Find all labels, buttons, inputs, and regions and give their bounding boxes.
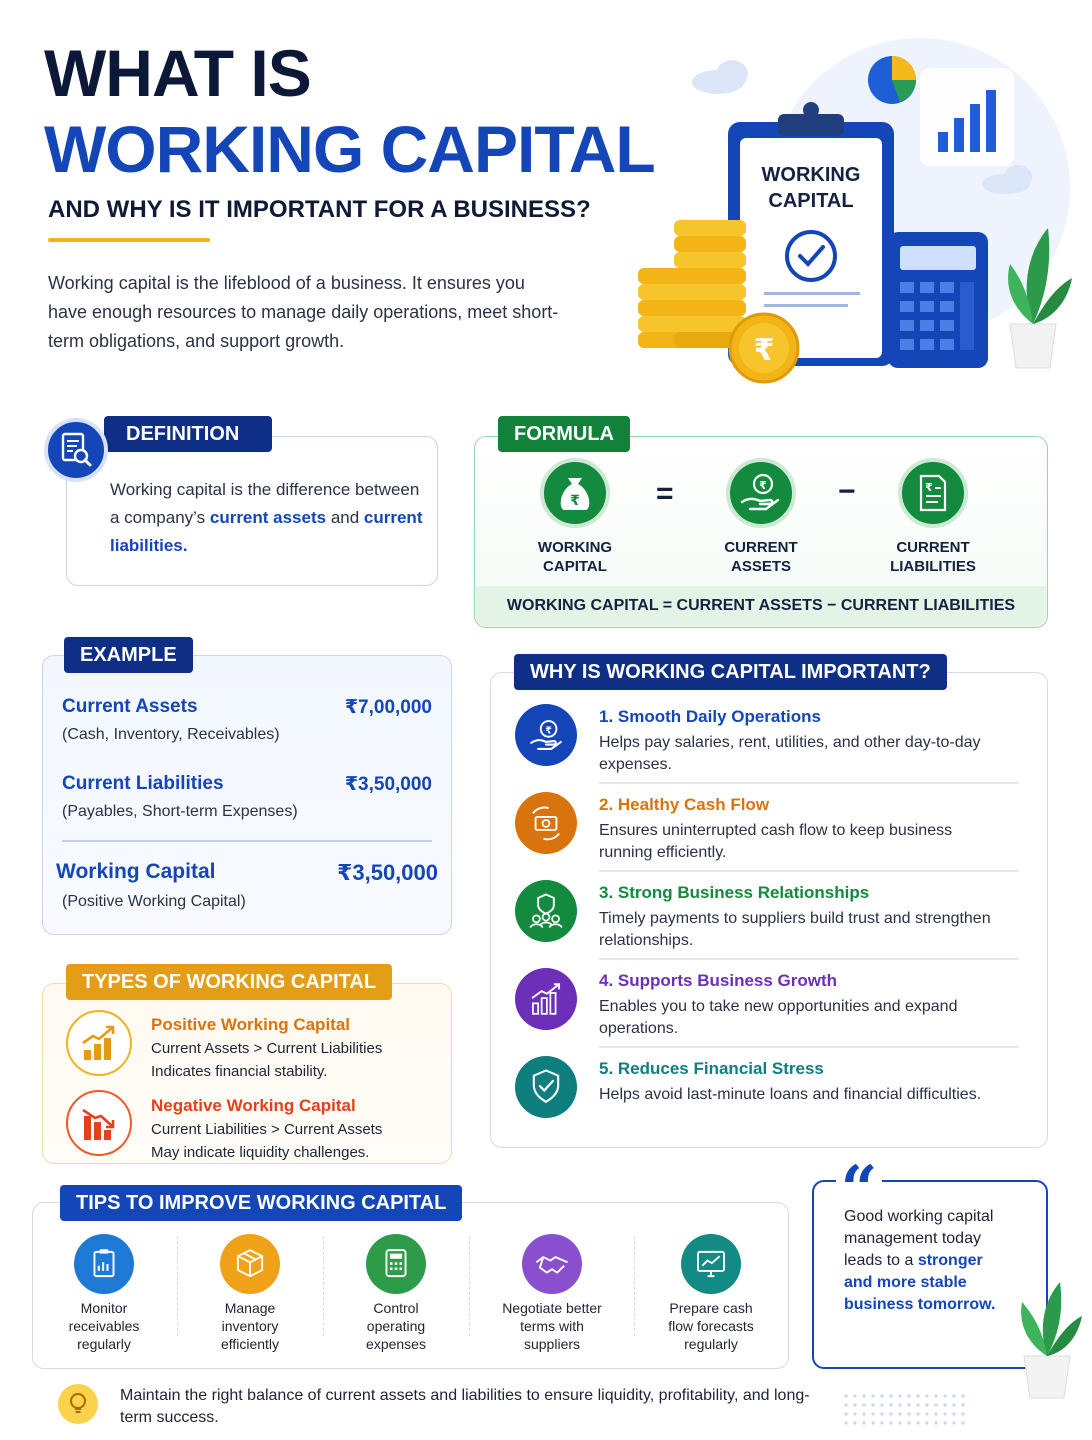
tip-label-line1: Negotiate better <box>502 1300 602 1316</box>
clipboard-line-1: WORKING <box>761 164 861 186</box>
calculator-icon <box>888 232 988 368</box>
example-sub-working-capital: (Positive Working Capital) <box>62 893 246 910</box>
formula-term1-line2: CAPITAL <box>543 558 607 575</box>
subtitle: AND WHY IS IT IMPORTANT FOR A BUSINESS? <box>48 196 591 223</box>
svg-text:₹: ₹ <box>545 725 552 737</box>
tip-badge <box>681 1234 741 1294</box>
formula-equals: = <box>656 477 674 510</box>
why-important-tag: WHY IS WORKING CAPITAL IMPORTANT? <box>514 654 947 690</box>
tip-label-line3: regularly <box>77 1336 131 1352</box>
positive-wc-rule: Current Assets > Current Liabilities <box>151 1040 383 1057</box>
footer-text: Maintain the right balance of current assets and liabilities to ensure liquidity, profitability, and long-term success. <box>120 1387 810 1426</box>
tip-separator <box>177 1236 178 1336</box>
tip-label <box>479 1299 625 1353</box>
why-item-badge <box>515 704 577 766</box>
quote-text-main: Good working capital management today leads to a <box>844 1208 994 1269</box>
monitor-chart-icon <box>685 1238 737 1290</box>
hand-coin-icon <box>730 462 792 524</box>
formula-term3-line1: CURRENT <box>896 539 970 556</box>
negative-wc-title: Negative Working Capital <box>151 1096 356 1115</box>
tip-label-line3: regularly <box>684 1336 738 1352</box>
tip-label-line1: Manage <box>224 1300 276 1316</box>
handshake-icon <box>526 1238 578 1290</box>
positive-wc-badge <box>66 1010 132 1076</box>
clipboard-line-2: CAPITAL <box>768 190 854 212</box>
tip-label <box>31 1299 177 1353</box>
formula-minus: − <box>838 475 856 508</box>
tip-separator <box>469 1236 470 1336</box>
invoice-icon <box>902 462 964 524</box>
example-sub-current-assets: (Cash, Inventory, Receivables) <box>62 726 280 743</box>
highlight-current-assets: current assets <box>209 508 327 527</box>
tip-label-line2: flow forecasts <box>668 1318 754 1334</box>
why-item-title: 5. Reduces Financial Stress <box>599 1059 824 1078</box>
definition-text <box>110 476 430 560</box>
svg-text:₹: ₹ <box>570 493 580 509</box>
why-item-text: Helps pay salaries, rent, utilities, and other day-to-day expenses. <box>599 734 981 773</box>
tip-separator <box>634 1236 635 1336</box>
why-item-badge <box>515 968 577 1030</box>
tip-label-line1: Prepare cash <box>669 1300 753 1316</box>
positive-wc-note: Indicates financial stability. <box>151 1063 328 1080</box>
definition-text-mid: and <box>326 508 364 527</box>
quote-mark: “ <box>840 1152 878 1227</box>
example-label-current-liabilities: Current Liabilities <box>62 773 224 794</box>
formula-term1-line1: WORKING <box>537 539 613 556</box>
lightbulb-icon <box>58 1384 98 1424</box>
tip-label-line2: inventory <box>221 1318 279 1334</box>
formula-tag: FORMULA <box>498 416 630 452</box>
highlight-current-liabilities: current liabilities. <box>110 508 423 555</box>
why-item-badge <box>515 1056 577 1118</box>
why-item-divider <box>599 958 1019 960</box>
dot-grid-decoration <box>842 1392 972 1428</box>
quote-mark-box <box>836 1152 882 1227</box>
why-item-title: 4. Supports Business Growth <box>599 971 838 990</box>
formula-term-current-assets <box>691 538 831 576</box>
tip-label <box>323 1299 469 1353</box>
coin-stack-icon <box>638 220 746 348</box>
definition-tag: DEFINITION <box>104 416 272 452</box>
tip-label-line1: Monitor <box>80 1300 128 1316</box>
coin-symbol: ₹ <box>753 333 775 368</box>
title-line-2: WORKING CAPITAL <box>44 112 655 186</box>
why-item-text: Timely payments to suppliers build trust and strengthen relationships. <box>599 910 991 949</box>
shield-check-icon <box>519 1060 573 1114</box>
formula-term-current-liabilities <box>863 538 1003 576</box>
negative-wc-note: May indicate liquidity challenges. <box>151 1144 370 1161</box>
example-tag: EXAMPLE <box>64 637 193 673</box>
tip-label-line2: operating <box>366 1318 426 1334</box>
example-label-current-assets: Current Assets <box>62 696 198 717</box>
formula-term2-line2: ASSETS <box>730 558 791 575</box>
tip-label-line3: expenses <box>366 1336 426 1352</box>
example-divider <box>62 840 432 842</box>
why-item-text: Enables you to take new opportunities and expand operations. <box>599 998 958 1037</box>
why-item-badge <box>515 880 577 942</box>
formula-current-liabilities-badge <box>898 458 968 528</box>
plant-icon <box>1008 1276 1084 1400</box>
example-sub-current-liabilities: (Payables, Short-term Expenses) <box>62 803 298 820</box>
quote-text <box>844 1206 1014 1316</box>
footer-badge <box>58 1384 98 1424</box>
box-icon <box>224 1238 276 1290</box>
why-item-title: 2. Healthy Cash Flow <box>599 795 770 814</box>
definition-badge <box>44 418 108 482</box>
falling-bars-icon <box>68 1092 130 1154</box>
why-item-text: Ensures uninterrupted cash flow to keep business running efficiently. <box>599 822 953 861</box>
why-item-title: 1. Smooth Daily Operations <box>599 707 821 726</box>
positive-wc-title: Positive Working Capital <box>151 1015 351 1034</box>
document-search-icon <box>48 422 104 478</box>
hero-illustration <box>620 38 1080 388</box>
rupee-coin-icon <box>730 314 798 382</box>
why-item-title: 3. Strong Business Relationships <box>599 883 870 902</box>
svg-text:₹: ₹ <box>759 479 767 492</box>
people-shield-icon <box>519 884 573 938</box>
tip-label <box>177 1299 323 1353</box>
tip-label-line3: suppliers <box>523 1336 581 1352</box>
formula-current-assets-badge <box>726 458 796 528</box>
negative-wc-badge <box>66 1090 132 1156</box>
definition-text-pre: Working capital is the difference between a company’s <box>110 480 420 527</box>
money-bag-icon <box>544 462 606 524</box>
tip-badge <box>220 1234 280 1294</box>
why-item-divider <box>599 1046 1019 1048</box>
formula-term-working-capital <box>505 538 645 576</box>
intro-paragraph: Working capital is the lifeblood of a business. It ensures you have enough resources to manage daily operations, meet short-term obligations, and support growth. <box>48 273 559 351</box>
tip-badge <box>522 1234 582 1294</box>
title-underline <box>48 238 210 242</box>
pie-chart-icon <box>868 56 916 104</box>
why-item-divider <box>599 782 1019 784</box>
rising-bars-icon <box>68 1012 130 1074</box>
tip-label-line2: terms with <box>520 1318 584 1334</box>
why-item-text: Helps avoid last-minute loans and financial difficulties. <box>599 1086 982 1103</box>
example-value-current-liabilities: ₹3,50,000 <box>344 774 432 795</box>
example-value-working-capital: ₹3,50,000 <box>337 860 438 885</box>
tip-label <box>638 1299 784 1353</box>
title-line-1: WHAT IS <box>44 36 311 110</box>
tip-badge <box>74 1234 134 1294</box>
example-value-current-assets: ₹7,00,000 <box>344 697 432 718</box>
formula-working-capital-badge <box>540 458 610 528</box>
formula-term2-line1: CURRENT <box>724 539 798 556</box>
tip-label-line2: receivables <box>68 1318 140 1334</box>
tip-separator <box>323 1236 324 1336</box>
svg-text:₹: ₹ <box>925 481 933 494</box>
quote-highlight: stronger and more stable business tomorrow. <box>844 1252 996 1313</box>
tip-label-line1: Control <box>373 1300 419 1316</box>
types-tag: TYPES OF WORKING CAPITAL <box>66 964 392 1000</box>
cash-cycle-icon <box>519 796 573 850</box>
tip-badge <box>366 1234 426 1294</box>
formula-term3-line2: LIABILITIES <box>890 558 976 575</box>
growth-chart-icon <box>519 972 573 1026</box>
why-item-divider <box>599 870 1019 872</box>
calculator-icon <box>370 1238 422 1290</box>
example-label-working-capital: Working Capital <box>56 860 216 883</box>
hand-rupee-icon <box>519 708 573 762</box>
negative-wc-rule: Current Liabilities > Current Assets <box>151 1121 383 1138</box>
formula-equation: WORKING CAPITAL = CURRENT ASSETS − CURRENT LIABILITIES <box>506 597 1016 614</box>
why-item-badge <box>515 792 577 854</box>
tip-label-line3: efficiently <box>220 1336 280 1352</box>
tips-tag: TIPS TO IMPROVE WORKING CAPITAL <box>60 1185 462 1221</box>
clipboard-chart-icon <box>78 1238 130 1290</box>
